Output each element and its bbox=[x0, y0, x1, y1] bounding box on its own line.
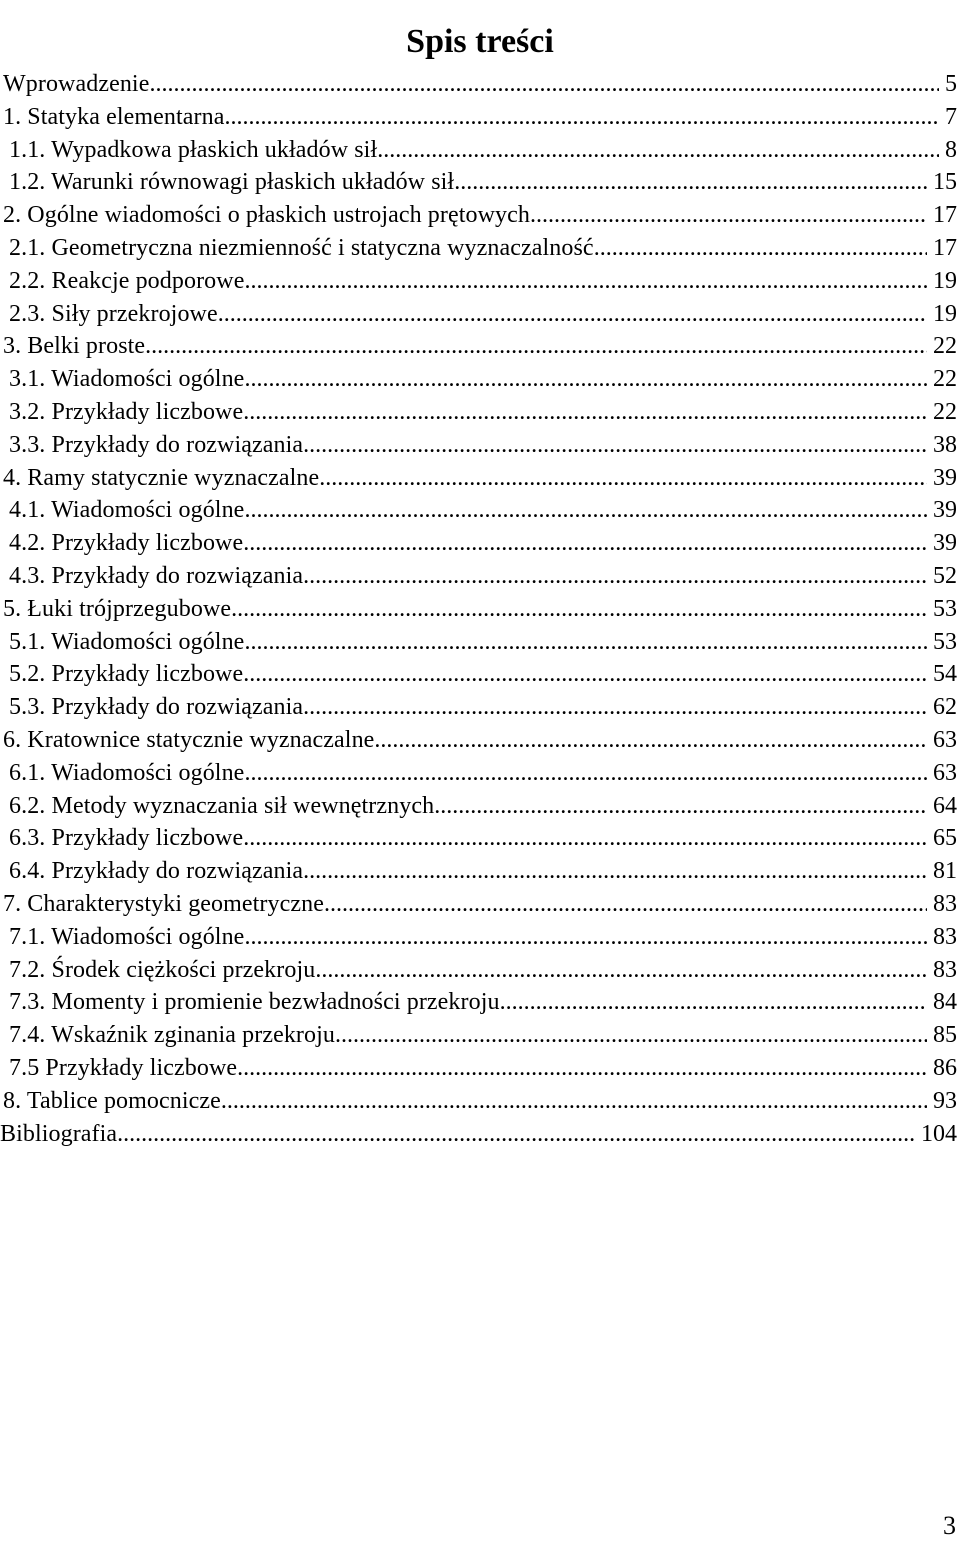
toc-entry-page: 39 bbox=[933, 464, 957, 491]
toc-entry[interactable] bbox=[0, 265, 960, 298]
toc-entry-page: 63 bbox=[933, 726, 957, 753]
toc-entry-page: 64 bbox=[933, 792, 957, 819]
toc-dot-leader bbox=[303, 855, 927, 888]
toc-dot-leader bbox=[324, 888, 927, 921]
toc-entry-page: 85 bbox=[933, 1022, 957, 1049]
toc-entry-page: 62 bbox=[933, 694, 957, 721]
toc-entry-page: 83 bbox=[933, 890, 957, 917]
toc-dot-leader bbox=[243, 658, 927, 691]
toc-entry[interactable] bbox=[0, 954, 960, 987]
toc-dot-leader bbox=[454, 166, 927, 199]
toc-entry-page: 5 bbox=[945, 71, 957, 97]
toc-entry-label: 6.2. Metody wyznaczania sił wewnętrznych bbox=[9, 792, 435, 819]
toc-dot-leader bbox=[303, 429, 927, 462]
toc-entry-label: 8. Tablice pomocnicze bbox=[3, 1087, 221, 1114]
toc-entry[interactable] bbox=[0, 396, 960, 429]
toc-entry-page: 39 bbox=[933, 530, 957, 557]
toc-entry-label: 3. Belki proste bbox=[3, 333, 146, 360]
toc-entry-label: 7.2. Środek ciężkości przekroju bbox=[9, 956, 316, 983]
toc-entry[interactable] bbox=[0, 986, 960, 1019]
toc-dot-leader bbox=[243, 822, 927, 855]
toc-dot-leader bbox=[243, 396, 927, 429]
toc-entry[interactable] bbox=[0, 298, 960, 331]
toc-entry-page: 65 bbox=[933, 825, 957, 852]
toc-entry-label: 5.1. Wiadomości ogólne bbox=[9, 628, 245, 655]
toc-entry[interactable] bbox=[0, 363, 960, 396]
toc-entry-page: 53 bbox=[933, 628, 957, 655]
toc-entry[interactable] bbox=[0, 790, 960, 823]
toc-dot-leader bbox=[221, 1085, 927, 1118]
toc-dot-leader bbox=[244, 626, 927, 659]
toc-entry[interactable] bbox=[0, 757, 960, 790]
toc-entry-label: 4.1. Wiadomości ogólne bbox=[9, 497, 245, 524]
toc-entry-label: 4. Ramy statycznie wyznaczalne bbox=[3, 464, 320, 491]
toc-dot-leader bbox=[303, 560, 927, 593]
toc-entry-page: 38 bbox=[933, 431, 957, 458]
toc-entry-page: 19 bbox=[933, 300, 957, 327]
toc-entry-label: 2.1. Geometryczna niezmienność i statyczna wyznaczalność bbox=[9, 234, 594, 261]
toc-entry-page: 84 bbox=[933, 989, 957, 1016]
toc-entry[interactable] bbox=[0, 921, 960, 954]
toc-entry[interactable] bbox=[0, 888, 960, 921]
toc-entry[interactable] bbox=[0, 626, 960, 659]
toc-entry[interactable] bbox=[0, 494, 960, 527]
toc-entry[interactable] bbox=[0, 724, 960, 757]
toc-entry[interactable] bbox=[0, 429, 960, 462]
toc-entry-page: 17 bbox=[933, 202, 957, 229]
toc-entry-page: 22 bbox=[933, 366, 957, 393]
toc-dot-leader bbox=[500, 986, 927, 1019]
toc-entry-page: 8 bbox=[945, 136, 957, 163]
toc-entry-label: 6.3. Przykłady liczbowe bbox=[9, 825, 244, 852]
toc-dot-leader bbox=[303, 691, 927, 724]
toc-dot-leader bbox=[315, 954, 927, 987]
toc-entry[interactable] bbox=[0, 691, 960, 724]
toc-entry-page: 54 bbox=[933, 661, 957, 688]
toc-entry-page: 63 bbox=[933, 759, 957, 786]
toc-entry[interactable] bbox=[0, 855, 960, 888]
toc-entry-label: 1.2. Warunki równowagi płaskich układów sił bbox=[9, 169, 455, 196]
toc-dot-leader bbox=[244, 265, 927, 298]
toc-entry-label: 6. Kratownice statycznie wyznaczalne bbox=[3, 726, 375, 753]
toc-entry-label: 4.3. Przykłady do rozwiązania bbox=[9, 562, 304, 589]
toc-entry-page: 53 bbox=[933, 595, 957, 622]
toc-entry-label: 5.2. Przykłady liczbowe bbox=[9, 661, 244, 688]
toc-entry-label: 5. Łuki trójprzegubowe bbox=[3, 595, 232, 622]
toc-entry-page: 52 bbox=[933, 562, 957, 589]
toc-entry-page: 17 bbox=[933, 234, 957, 261]
toc-entry[interactable] bbox=[0, 101, 960, 134]
toc-entry[interactable] bbox=[0, 1118, 960, 1151]
toc-dot-leader bbox=[434, 790, 927, 823]
toc-dot-leader bbox=[319, 462, 927, 495]
toc-entry-page: 22 bbox=[933, 398, 957, 425]
toc-entry[interactable] bbox=[0, 330, 960, 363]
toc-entry-label: 4.2. Przykłady liczbowe bbox=[9, 530, 244, 557]
toc-entry-page: 86 bbox=[933, 1054, 957, 1081]
toc-entry[interactable] bbox=[0, 68, 960, 101]
toc-dot-leader bbox=[149, 68, 939, 101]
toc-dot-leader bbox=[145, 330, 927, 363]
toc-dot-leader bbox=[594, 232, 927, 265]
toc-entry[interactable] bbox=[0, 1052, 960, 1085]
toc-dot-leader bbox=[335, 1019, 927, 1052]
toc-entry[interactable] bbox=[0, 658, 960, 691]
toc-dot-leader bbox=[244, 494, 927, 527]
toc-entry-label: 7. Charakterystyki geometryczne bbox=[3, 890, 324, 917]
toc-entry-label: 7.3. Momenty i promienie bezwładności przekroju bbox=[9, 989, 500, 1016]
toc-entry-page: 104 bbox=[921, 1120, 957, 1147]
toc-entry[interactable] bbox=[0, 1085, 960, 1118]
toc-dot-leader bbox=[237, 1052, 927, 1085]
toc-dot-leader bbox=[231, 593, 927, 626]
toc-entry[interactable] bbox=[0, 593, 960, 626]
toc-entry-label: 3.1. Wiadomości ogólne bbox=[9, 366, 245, 393]
toc-dot-leader bbox=[218, 298, 927, 331]
toc-dot-leader bbox=[374, 724, 927, 757]
toc-entry-page: 93 bbox=[933, 1087, 957, 1114]
toc-entry[interactable] bbox=[0, 560, 960, 593]
toc-dot-leader bbox=[377, 134, 939, 167]
toc-dot-leader bbox=[244, 921, 927, 954]
toc-entry-label: 5.3. Przykłady do rozwiązania bbox=[9, 694, 304, 721]
table-of-contents bbox=[0, 68, 960, 1150]
toc-entry[interactable] bbox=[0, 166, 960, 199]
toc-entry-page: 83 bbox=[933, 923, 957, 950]
page-number: 3 bbox=[943, 1511, 956, 1540]
toc-dot-leader bbox=[244, 363, 927, 396]
toc-entry-page: 15 bbox=[933, 169, 957, 196]
toc-entry-label: 6.1. Wiadomości ogólne bbox=[9, 759, 245, 786]
toc-entry[interactable] bbox=[0, 527, 960, 560]
toc-entry[interactable] bbox=[0, 199, 960, 232]
toc-entry-page: 39 bbox=[933, 497, 957, 524]
page-title: Spis treści bbox=[406, 22, 554, 60]
toc-entry[interactable] bbox=[0, 134, 960, 167]
toc-entry-label: 3.2. Przykłady liczbowe bbox=[9, 398, 244, 425]
toc-dot-leader bbox=[224, 101, 939, 134]
toc-entry-label: 2.3. Siły przekrojowe bbox=[9, 300, 218, 327]
toc-entry-label: Wprowadzenie bbox=[3, 71, 150, 97]
toc-entry-page: 19 bbox=[933, 267, 957, 294]
toc-entry-page: 7 bbox=[945, 103, 957, 130]
toc-entry-label: 7.1. Wiadomości ogólne bbox=[9, 923, 245, 950]
toc-entry[interactable] bbox=[0, 232, 960, 265]
toc-entry-label: Bibliografia bbox=[0, 1120, 118, 1147]
toc-entry-label: 3.3. Przykłady do rozwiązania bbox=[9, 431, 304, 458]
toc-entry-label: 1.1. Wypadkowa płaskich układów sił bbox=[9, 136, 378, 163]
toc-entry-label: 7.5 Przykłady liczbowe bbox=[9, 1054, 238, 1081]
toc-entry[interactable] bbox=[0, 822, 960, 855]
toc-dot-leader bbox=[117, 1118, 915, 1151]
toc-entry-label: 6.4. Przykłady do rozwiązania bbox=[9, 858, 304, 885]
toc-entry-page: 81 bbox=[933, 858, 957, 885]
toc-dot-leader bbox=[530, 199, 927, 232]
toc-entry-label: 2.2. Reakcje podporowe bbox=[9, 267, 245, 294]
toc-dot-leader bbox=[244, 757, 927, 790]
toc-dot-leader bbox=[243, 527, 927, 560]
toc-entry-page: 22 bbox=[933, 333, 957, 360]
toc-entry-page: 83 bbox=[933, 956, 957, 983]
toc-entry[interactable] bbox=[0, 1019, 960, 1052]
toc-entry-label: 2. Ogólne wiadomości o płaskich ustrojach prętowych bbox=[3, 202, 530, 229]
toc-entry[interactable] bbox=[0, 462, 960, 495]
toc-entry-label: 1. Statyka elementarna bbox=[3, 103, 225, 130]
toc-entry-label: 7.4. Wskaźnik zginania przekroju bbox=[9, 1022, 335, 1049]
